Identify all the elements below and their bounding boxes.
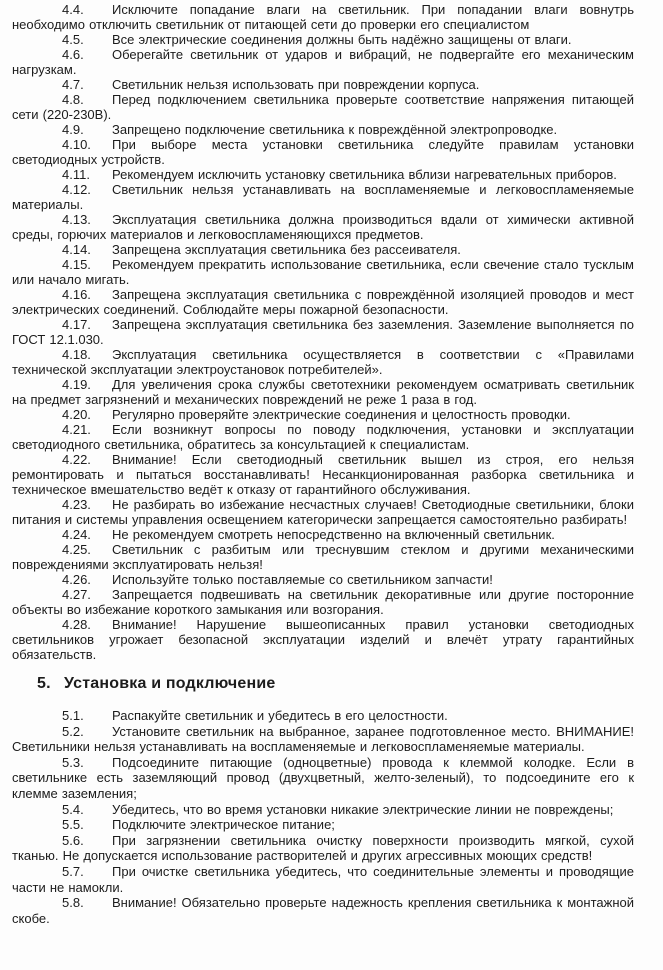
item-text: Не рекомендуем смотреть непосредственно на включенный светильник.: [112, 527, 555, 542]
item-number: 5.1.: [62, 708, 84, 723]
item-text: Оберегайте светильник от ударов и вибраций, не подвергайте его механическим нагрузкам.: [12, 47, 634, 77]
list-item: [12, 407, 634, 422]
item-text: При загрязнении светильника очистку поверхности производить мягкой, сухой тканью. Не допускается использование растворителей и других агрессивных моющих средств!: [12, 832, 634, 864]
item-text: Запрещено подключение светильника к повреждённой электропроводке.: [112, 122, 558, 137]
list-item: [12, 47, 634, 77]
item-text: Рекомендуем исключить установку светильника вблизи нагревательных приборов.: [112, 167, 617, 182]
item-text: Внимание! Обязательно проверьте надежность крепления светильника к монтажной скобе.: [12, 895, 634, 926]
item-number: 4.10.: [62, 137, 91, 152]
item-text: Запрещена эксплуатация светильника без заземления. Заземление выполняется по ГОСТ 12.1.030.: [12, 317, 634, 347]
item-number: 4.16.: [62, 287, 91, 302]
item-number: 4.9.: [62, 122, 84, 137]
list-item: [12, 572, 634, 587]
list-item: [12, 617, 634, 662]
item-text: Убедитесь, что во время установки никакие электрические линии не повреждены;: [112, 801, 614, 817]
item-number: 5.8.: [62, 895, 84, 911]
item-text: Регулярно проверяйте электрические соединения и целостность проводки.: [112, 407, 571, 422]
item-text: Светильник с разбитым или треснувшим стеклом и другими механическими повреждениями эксплуатировать нельзя!: [12, 542, 634, 572]
item-number: 5.7.: [62, 863, 84, 879]
item-text: Для увеличения срока службы светотехники рекомендуем осматривать светильник на предмет загрязнений и механических повреждений не реже 1 раза в год.: [12, 377, 634, 407]
item-text: При выборе места установки светильника следуйте правилам установки светодиодных устройств.: [12, 137, 634, 167]
installation-section: [12, 708, 634, 926]
item-number: 4.26.: [62, 572, 91, 587]
list-item: [12, 817, 634, 833]
item-text: Установите светильник на выбранное, заранее подготовленное место. ВНИМАНИЕ! Светильники нельзя устанавливать на воспламеняемые и легковоспламеняемые материалы.: [12, 723, 634, 755]
item-text: Исключите попадание влаги на светильник. При попадании влаги вовнутрь необходимо отключить светильник от питающей сети до проверки его специалистом: [12, 2, 634, 32]
item-text: Распакуйте светильник и убедитесь в его целостности.: [112, 708, 448, 723]
item-text: Запрещается подвешивать на светильник декоративные или другие посторонние объекты во избежание короткого замыкания или возгорания.: [12, 587, 634, 617]
list-item: [12, 2, 634, 32]
list-item: [12, 864, 634, 895]
list-item: [12, 287, 634, 317]
item-number: 4.27.: [62, 587, 91, 602]
list-item: [12, 802, 634, 818]
list-item: [12, 452, 634, 497]
section-number: 5.: [37, 675, 51, 692]
item-number: 4.15.: [62, 257, 91, 272]
list-item: [12, 708, 634, 724]
item-number: 4.5.: [62, 32, 84, 47]
item-number: 4.14.: [62, 242, 91, 257]
item-number: 5.4.: [62, 801, 84, 817]
item-number: 5.6.: [62, 832, 84, 848]
item-text: Внимание! Нарушение вышеописанных правил установки светодиодных светильников угрожает безопасной эксплуатации изделий и влечёт утрату гарантийных обязательств.: [12, 617, 634, 662]
item-text: При очистке светильника убедитесь, что соединительные элементы и проводящие части не намокли.: [12, 863, 634, 895]
list-item: [12, 833, 634, 864]
list-item: [12, 542, 634, 572]
item-text: Если возникнут вопросы по поводу подключения, установки и эксплуатации светодиодного светильника, обратитесь за консультацией к специалистам.: [12, 422, 634, 452]
list-item: [12, 137, 634, 167]
item-number: 4.21.: [62, 422, 91, 437]
list-item: [12, 317, 634, 347]
item-number: 5.3.: [62, 754, 84, 770]
list-item: [12, 587, 634, 617]
item-text: Эксплуатация светильника осуществляется в соответствии с «Правилами технической эксплуатации электроустановок потребителей».: [12, 347, 634, 377]
item-text: Запрещена эксплуатация светильника без рассеивателя.: [112, 242, 461, 257]
item-text: Подсоедините питающие (одноцветные) провода к клеммой колодке. Если в светильнике есть заземляющий провод (двухцветный, желто-зеленый), то подсоедините его к клемме заземления;: [12, 754, 634, 801]
item-number: 4.20.: [62, 407, 91, 422]
item-text: Светильник нельзя использовать при повреждении корпуса.: [112, 77, 480, 92]
item-number: 4.19.: [62, 377, 91, 392]
list-item: [12, 212, 634, 242]
item-text: Внимание! Если светодиодный светильник вышел из строя, его нельзя ремонтировать и пытаться восстанавливать! Несанкционированная разборка светильника и техническое вмешательство ведёт к отказу от гарантийного обслуживания.: [12, 452, 634, 497]
item-text: Рекомендуем прекратить использование светильника, если свечение стало тусклым или начало мигать.: [12, 257, 634, 287]
item-number: 4.25.: [62, 542, 91, 557]
item-number: 4.22.: [62, 452, 91, 467]
item-number: 4.11.: [62, 167, 90, 182]
item-number: 4.17.: [62, 317, 91, 332]
section-title: Установка и подключение: [64, 675, 276, 692]
item-text: Эксплуатация светильника должна производиться вдали от химически активной среды, горючих материалов и легковоспламеняющихся предметов.: [12, 212, 634, 242]
item-number: 4.12.: [62, 182, 91, 197]
list-item: [12, 724, 634, 755]
list-item: [12, 182, 634, 212]
safety-rules-section: [12, 2, 634, 662]
list-item: [12, 755, 634, 802]
item-text: Не разбирать во избежание несчастных случаев! Светодиодные светильники, блоки питания и системы управления освещением категорически запрещается самостоятельно разбирать!: [12, 497, 634, 527]
item-number: 4.28.: [62, 617, 91, 632]
item-number: 4.13.: [62, 212, 91, 227]
item-text: Подключите электрическое питание;: [112, 817, 335, 833]
list-item: [12, 422, 634, 452]
item-number: 5.5.: [62, 817, 84, 833]
list-item: [12, 32, 634, 47]
list-item: [12, 895, 634, 926]
item-text: Перед подключением светильника проверьте соответствие напряжения питающей сети (220-230В).: [12, 92, 634, 122]
list-item: [12, 122, 634, 137]
list-item: [12, 497, 634, 527]
item-number: 4.24.: [62, 527, 91, 542]
list-item: [12, 347, 634, 377]
list-item: [12, 377, 634, 407]
list-item: [12, 92, 634, 122]
item-number: 4.8.: [62, 92, 84, 107]
section-5-heading: [12, 674, 634, 694]
list-item: [12, 167, 634, 182]
list-item: [12, 77, 634, 92]
list-item: [12, 527, 634, 542]
item-text: Используйте только поставляемые со светильником запчасти!: [112, 572, 493, 587]
item-number: 5.2.: [62, 723, 84, 739]
item-text: Все электрические соединения должны быть надёжно защищены от влаги.: [112, 32, 572, 47]
item-number: 4.18.: [62, 347, 91, 362]
item-number: 4.7.: [62, 77, 84, 92]
item-number: 4.6.: [62, 47, 84, 62]
item-text: Светильник нельзя устанавливать на воспламеняемые и легковоспламеняемые материалы.: [12, 182, 634, 212]
list-item: [12, 242, 634, 257]
item-number: 4.4.: [62, 2, 84, 17]
item-text: Запрещена эксплуатация светильника с повреждённой изоляцией проводов и мест электрических соединений. Соблюдайте меры пожарной безопасности.: [12, 287, 634, 317]
list-item: [12, 257, 634, 287]
item-number: 4.23.: [62, 497, 91, 512]
